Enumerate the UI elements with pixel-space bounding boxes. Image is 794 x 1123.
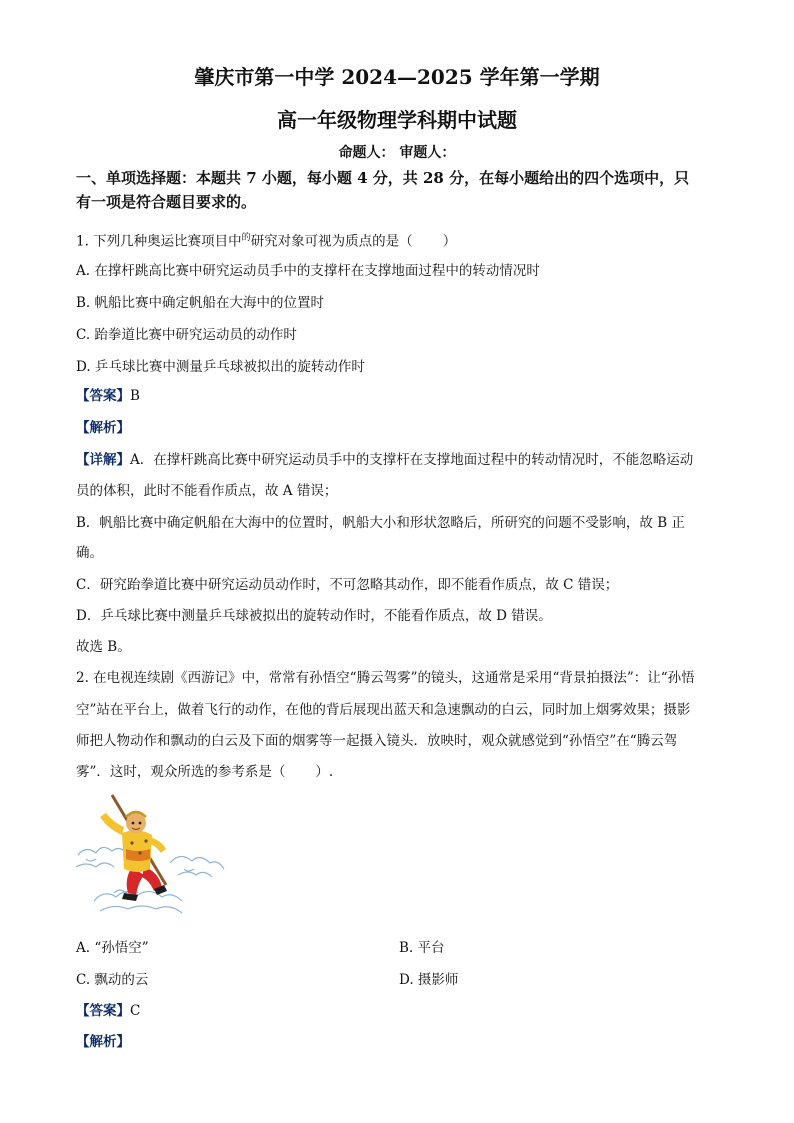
question-2-line3: 师把人物动作和飘动的白云及下面的烟雾等一起摄入镜头．放映时，观众就感觉到“孙悟空”在“腾云驾 bbox=[76, 733, 678, 749]
q2-line4-part-a: 雾”．这时，观众所选的参考系是（ bbox=[76, 764, 286, 780]
question-2-line2: 空”站在平台上，做着飞行的动作，在他的背后展现出蓝天和急速飘动的白云，同时加上烟雾效果；摄影 bbox=[76, 702, 691, 718]
question-2-line1: 2. 在电视连续剧《西游记》中，常常有孙悟空“腾云驾雾”的镜头，这通常是采用“背景拍摄法”：让“孙悟 bbox=[76, 670, 695, 686]
monkey-king-illustration bbox=[74, 793, 230, 921]
q2-option-c: C. 飘动的云 bbox=[76, 972, 149, 988]
q2-line4-part-b: ）. bbox=[315, 764, 334, 780]
q2-option-a: A. “孙悟空” bbox=[76, 940, 149, 956]
q2-option-b: B. 平台 bbox=[399, 940, 445, 956]
q1-detail-a-text: A．在撑杆跳高比赛中研究运动员手中的支撑杆在支撑地面过程中的转动情况时，不能忽略运动 bbox=[130, 452, 694, 468]
answer-tag: 【答案】 bbox=[76, 388, 130, 404]
q1-option-c: C. 跆拳道比赛中研究运动员的动作时 bbox=[76, 327, 297, 343]
q1-option-b: B. 帆船比赛中确定帆船在大海中的位置时 bbox=[76, 295, 325, 311]
q1-detail-b-line1: B．帆船比赛中确定帆船在大海中的位置时，帆船大小和形状忽略后，所研究的问题不受影响，故 B 正 bbox=[76, 515, 685, 531]
section-heading: 一、单项选择题：本题共 7 小题，每小题 4 分，共 28 分，在每小题给出的四个选项中，只 bbox=[76, 169, 690, 187]
q1-detail-c: C．研究跆拳道比赛中研究运动员动作时，不可忽略其动作，即不能看作质点，故 C 错误； bbox=[76, 577, 619, 593]
analysis-tag: 【解析】 bbox=[76, 1034, 130, 1050]
q1-option-d: D. 乒乓球比赛中测量乒乓球被拟出的旋转动作时 bbox=[76, 359, 365, 375]
q2-option-d: D. 摄影师 bbox=[399, 972, 459, 988]
question-2-line4 bbox=[76, 762, 333, 782]
q1-answer-value: B bbox=[130, 388, 140, 404]
q1-conclusion: 故选 B。 bbox=[76, 639, 131, 655]
q2-answer-value: C bbox=[130, 1003, 141, 1019]
q1-stem-part-a: 1. 下列几种奥运比赛项目中 bbox=[76, 233, 242, 250]
authors-line: 命题人： 审题人： bbox=[338, 145, 456, 161]
question-1-stem bbox=[76, 228, 456, 252]
q1-stem-part-c: ） bbox=[442, 233, 457, 250]
q1-detail-a-line2: 员的体积，此时不能看作质点，故 A 错误； bbox=[76, 483, 338, 499]
exam-title: 肇庆市第一中学 2024—2025 学年第一学期 bbox=[194, 65, 600, 89]
q1-stem-sup: 的 bbox=[241, 233, 251, 243]
q1-answer bbox=[76, 386, 140, 406]
q2-answer bbox=[76, 1001, 140, 1021]
answer-tag: 【答案】 bbox=[76, 1003, 130, 1019]
detail-tag: 【详解】 bbox=[76, 452, 130, 468]
section-heading-cont: 有一项是符合题目要求的。 bbox=[76, 193, 257, 211]
exam-subtitle: 高一年级物理学科期中试题 bbox=[277, 108, 517, 132]
q1-detail-d: D．乒乓球比赛中测量乒乓球被拟出的旋转动作时，不能看作质点，故 D 错误。 bbox=[76, 608, 552, 624]
q1-option-a: A. 在撑杆跳高比赛中研究运动员手中的支撑杆在支撑地面过程中的转动情况时 bbox=[76, 263, 540, 279]
q1-stem-part-b: 研究对象可视为质点的是（ bbox=[250, 233, 413, 250]
q1-detail-b-line2: 确。 bbox=[76, 545, 103, 561]
analysis-tag: 【解析】 bbox=[76, 420, 130, 436]
q1-detail-a-line1 bbox=[76, 450, 693, 470]
